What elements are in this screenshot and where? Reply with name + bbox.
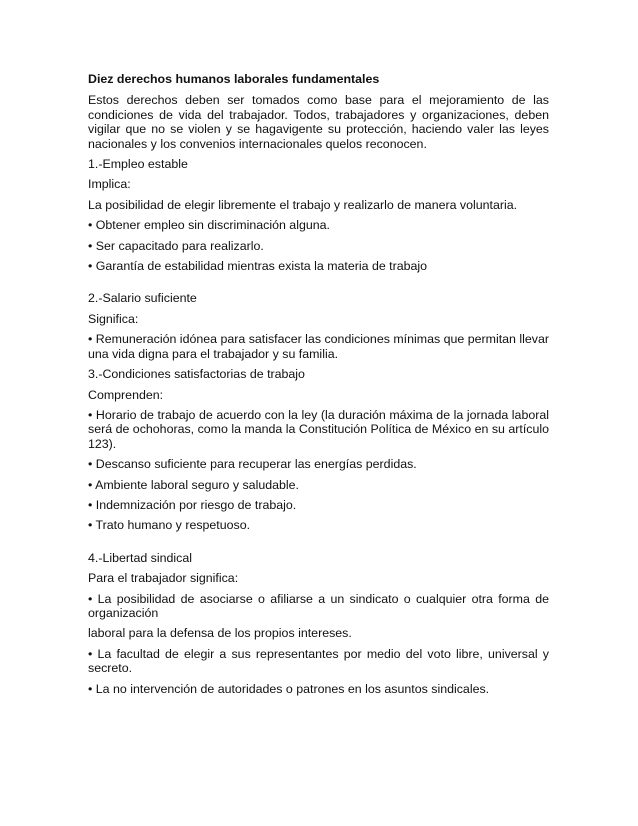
bullet-item: • Remuneración idónea para satisfacer las condiciones mínimas que permitan llevar una vida digna para el trabajador y su familia. [88, 332, 549, 361]
document-title: Diez derechos humanos laborales fundamentales [88, 72, 380, 86]
bullet-item: • Indemnización por riesgo de trabajo. [88, 497, 297, 512]
bullet-continuation: laboral para la defensa de los propios intereses. [88, 626, 352, 641]
document-page [88, 72, 549, 702]
bullet-item: • La facultad de elegir a sus representantes por medio del voto libre, universal y secreto. [88, 646, 549, 676]
bullet-item: • Obtener empleo sin discriminación alguna. [88, 218, 330, 233]
section-lead: Comprenden: [88, 387, 164, 402]
section-lead: Implica: [88, 177, 131, 192]
bullet-item: • Garantía de estabilidad mientras exista la materia de trabajo [88, 259, 428, 274]
section-heading-empleo-estable: 1.-Empleo estable [88, 157, 188, 172]
bullet-item: • Ambiente laboral seguro y saludable. [88, 477, 299, 492]
section-paragraph: La posibilidad de elegir libremente el trabajo y realizarlo de manera voluntaria. [88, 197, 518, 212]
section-lead: Significa: [88, 311, 139, 326]
section-lead: Para el trabajador significa: [88, 571, 239, 586]
bullet-item: • Ser capacitado para realizarlo. [88, 238, 264, 253]
section-heading-libertad-sindical: 4.-Libertad sindical [88, 550, 193, 565]
bullet-item: • Trato humano y respetuoso. [88, 518, 251, 533]
bullet-item: • La no intervención de autoridades o patrones en los asuntos sindicales. [88, 681, 490, 696]
bullet-item: • Horario de trabajo de acuerdo con la ley (la duración máxima de la jornada laboral será de ochohoras, como la manda la Constitución Política de México en su artículo 123). [88, 407, 549, 451]
bullet-item: • La posibilidad de asociarse o afiliarse a un sindicato o cualquier otra forma de organización [88, 591, 549, 620]
section-heading-condiciones-satisfactorias: 3.-Condiciones satisfactorias de trabajo [88, 367, 305, 382]
bullet-item: • Descanso suficiente para recuperar las energías perdidas. [88, 457, 417, 472]
intro-paragraph: Estos derechos deben ser tomados como base para el mejoramiento de las condiciones de vida del trabajador. Todos, trabajadores y organizaciones, deben vigilar que no se violen y se hagavigente su protección, haciendo valer las leyes nacionales y los convenios internacionales quelos reconocen. [88, 93, 549, 151]
section-heading-salario-suficiente: 2.-Salario suficiente [88, 291, 197, 306]
